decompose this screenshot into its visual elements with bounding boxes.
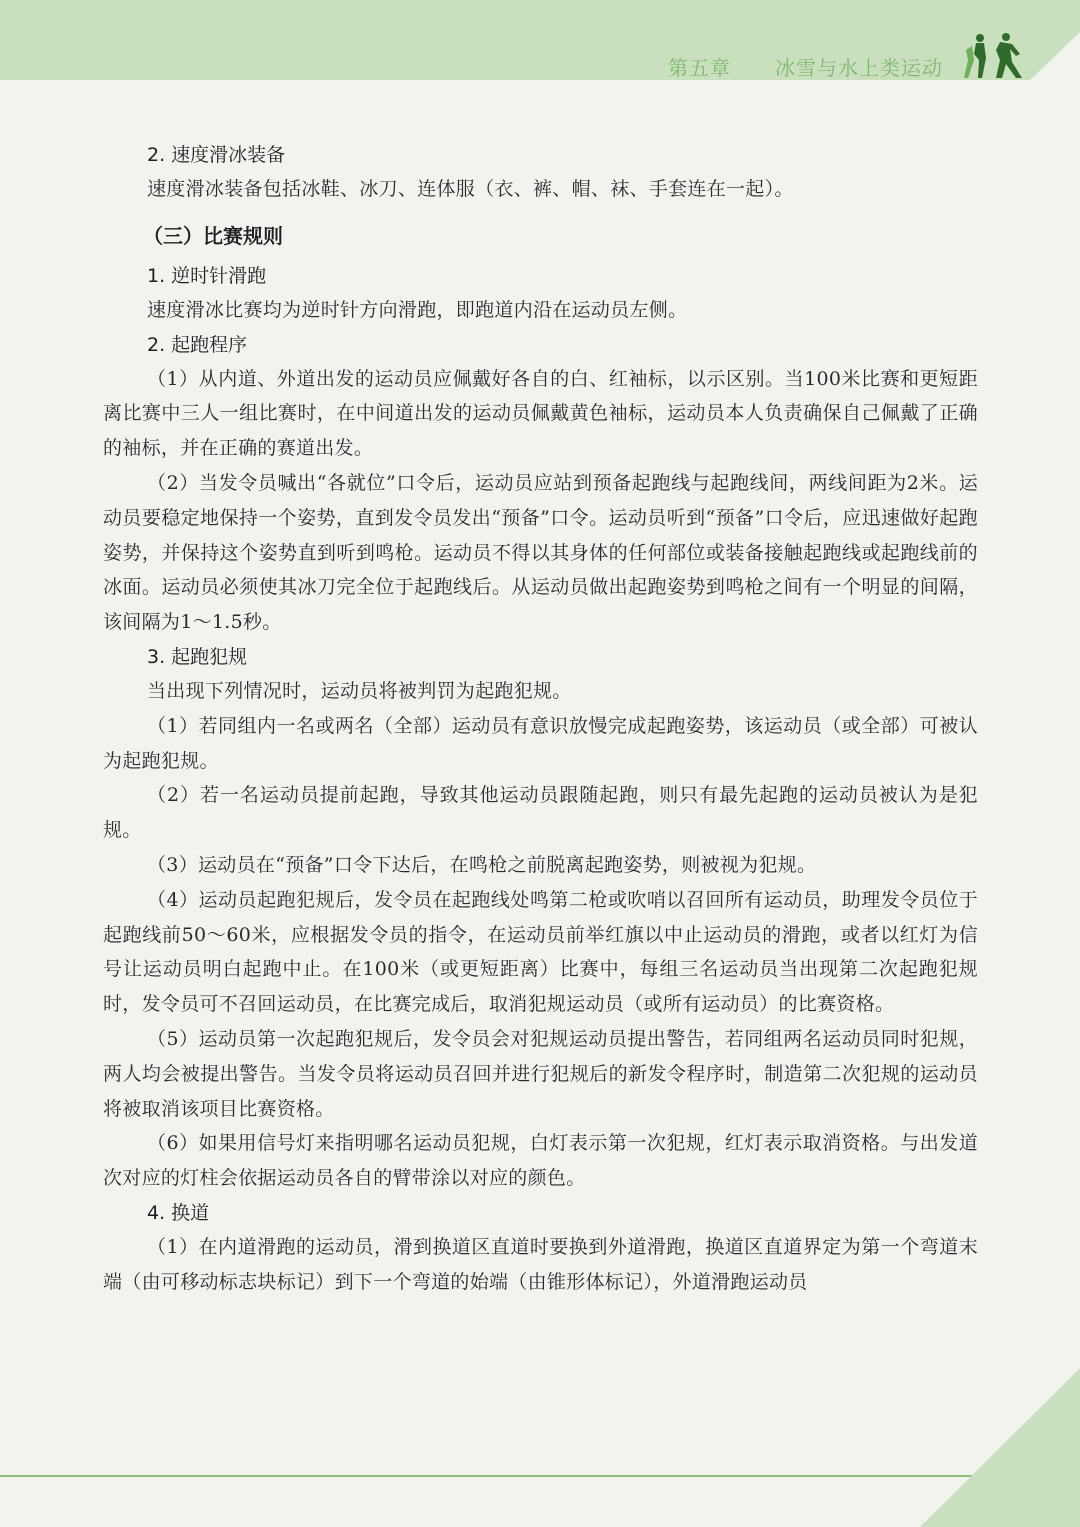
paragraph-foul-3: （3）运动员在“预备”口令下达后，在鸣枪之前脱离起跑姿势，则被视为犯规。	[147, 853, 817, 876]
paragraph-foul-intro: 当出现下列情况时，运动员将被判罚为起跑犯规。	[147, 679, 572, 702]
heading-counterclockwise: 1. 逆时针滑跑	[147, 264, 267, 287]
page-content	[103, 138, 978, 1300]
paragraph-foul-1: （1）若同组内一名或两名（全部）运动员有意识放慢完成起跑姿势，该运动员（或全部）可被认为起跑犯规。	[103, 714, 978, 772]
paragraph-foul-6: （6）如果用信号灯来指明哪名运动员犯规，白灯表示第一次犯规，红灯表示取消资格。与出发道次对应的灯柱会依据运动员各自的臂带涂以对应的颜色。	[103, 1132, 978, 1190]
heading-lane-change: 4. 换道	[147, 1201, 210, 1224]
paragraph-foul-5: （5）运动员第一次起跑犯规后，发令员会对犯规运动员提出警告，若同组两名运动员同时犯规，两人均会被提出警告。当发令员将运动员召回并进行犯规后的新发令程序时，制造第二次犯规的运动员将被取消该项目比赛资格。	[103, 1027, 978, 1120]
paragraph-equipment: 速度滑冰装备包括冰鞋、冰刀、连体服（衣、裤、帽、袜、手套连在一起）。	[147, 178, 794, 200]
athletes-logo-icon	[962, 30, 1042, 80]
chapter-title: 冰雪与水上类运动	[775, 56, 943, 80]
corner-decoration	[900, 1368, 1080, 1527]
paragraph-lane-1: （1）在内道滑跑的运动员，滑到换道区直道时要换到外道滑跑，换道区直道界定为第一个弯道末端（由可移动标志块标记）到下一个弯道的始端（由锥形体标记），外道滑跑运动员	[103, 1235, 978, 1293]
paragraph-start-2: （2）当发令员喊出“各就位”口令后，运动员应站到预备起跑线与起跑线间，两线间距为2米。运动员要稳定地保持一个姿势，直到发令员发出“预备”口令。运动员听到“预备”口令后，应迅速做好起跑姿势，并保持这个姿势直到听到鸣枪。运动员不得以其身体的任何部位或装备接触起跑线或起跑线前的冰面。运动员必须使其冰刀完全位于起跑线后。从运动员做出起跑姿势到鸣枪之间有一个明显的间隔，该间隔为1～1.5秒。	[103, 471, 978, 634]
paragraph-foul-4: （4）运动员起跑犯规后，发令员在起跑线处鸣第二枪或吹哨以召回所有运动员，助理发令员位于起跑线前50～60米，应根据发令员的指令，在运动员前举红旗以中止运动员的滑跑，或者以红灯为信号让运动员明白起跑中止。在100米（或更短距离）比赛中，每组三名运动员当出现第二次起跑犯规时，发令员可不召回运动员，在比赛完成后，取消犯规运动员（或所有运动员）的比赛资格。	[103, 888, 978, 1016]
chapter-number: 第五章	[668, 56, 731, 80]
paragraph-counterclockwise: 速度滑冰比赛均为逆时针方向滑跑，即跑道内沿在运动员左侧。	[147, 298, 688, 321]
heading-equipment: 2. 速度滑冰装备	[147, 144, 286, 166]
heading-start: 2. 起跑程序	[147, 333, 248, 356]
paragraph-start-1: （1）从内道、外道出发的运动员应佩戴好各自的白、红袖标，以示区别。当100米比赛和更短距离比赛中三人一组比赛时，在中间道出发的运动员佩戴黄色袖标，运动员本人负责确保自己佩戴了正确的袖标，并在正确的赛道出发。	[103, 367, 978, 460]
heading-foul: 3. 起跑犯规	[147, 645, 248, 668]
footer-rule	[0, 1475, 975, 1477]
paragraph-foul-2: （2）若一名运动员提前起跑，导致其他运动员跟随起跑，则只有最先起跑的运动员被认为是犯规。	[103, 784, 978, 842]
heading-rules: （三）比赛规则	[143, 223, 283, 248]
